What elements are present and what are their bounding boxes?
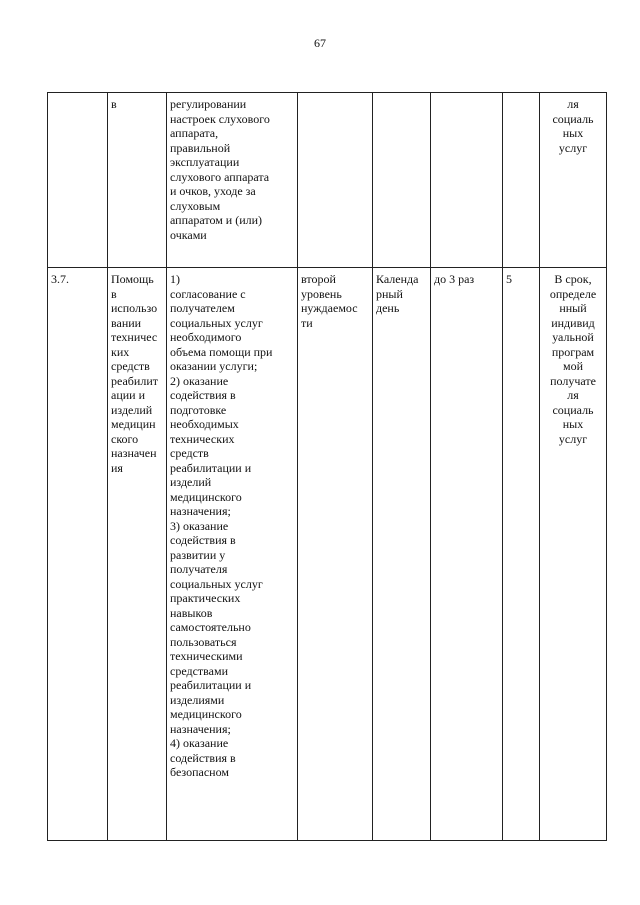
period-cell (373, 93, 431, 268)
need-level-cell (298, 93, 373, 268)
deadline-cell: ля социаль ных услуг (540, 93, 607, 268)
period-cell: Календа рный день (373, 268, 431, 841)
table-row (48, 93, 607, 268)
need-level-cell: второй уровень нуждаемос ти (298, 268, 373, 841)
table-row (48, 268, 607, 841)
price-cell: 5 (503, 268, 540, 841)
volume-cell (431, 93, 503, 268)
row-number-cell (48, 93, 108, 268)
page-number: 67 (314, 36, 326, 50)
deadline-cell: В срок, определе нный индивид уальной програм мой получате ля социаль ных услуг (540, 268, 607, 841)
volume-cell: до 3 раз (431, 268, 503, 841)
services-table (47, 92, 607, 841)
price-cell (503, 93, 540, 268)
service-name-cell: Помощь в использо вании техничес ких средств реабилит ации и изделий медицин ского назначен ия (108, 268, 167, 841)
service-content-cell: регулировании настроек слухового аппарата, правильной эксплуатации слухового аппарата и очков, уходе за слуховым аппаратом и (или) очками (167, 93, 298, 268)
row-number-cell: 3.7. (48, 268, 108, 841)
service-name-cell: в (108, 93, 167, 268)
service-content-cell: 1) согласование с получателем социальных услуг необходимого объема помощи при оказании услуги; 2) оказание содействия в подготовке необходимых технических средств реабилитации и изделий медицинского назначения; 3) оказание содействия в развитии у получателя социальных услуг практических навыков самостоятельно пользоваться техническими средствами реабилитации и изделиями медицинского назначения; 4) оказание содействия в безопасном (167, 268, 298, 841)
